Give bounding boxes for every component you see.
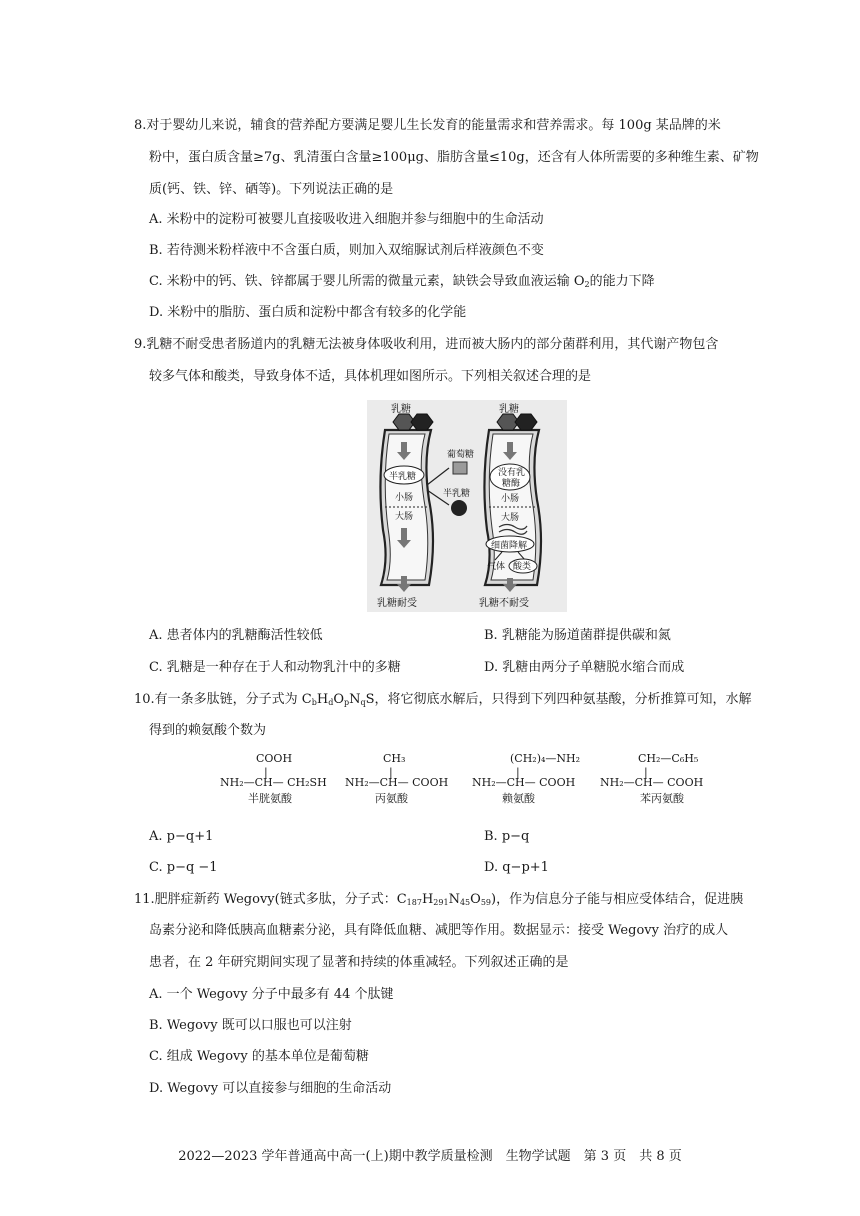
phenylalanine-name: 苯丙氨酸 [640,792,684,805]
left-bottom-label: 乳糖耐受 [377,598,417,609]
q8-option-d: D. 米粉中的脂肪、蛋白质和淀粉中都含有较多的化学能 [149,305,467,320]
alanine-name: 丙氨酸 [375,792,408,805]
q9-option-d: D. 乳糖由两分子单糖脱水缩合而成 [484,660,685,675]
lysine-side-group: (CH₂)₄—NH₂ [510,752,581,765]
right-top-label: 乳糖 [499,404,519,415]
left-arrow-3 [401,576,407,584]
page-footer: 2022—2023 学年普通高中高一(上)期中教学质量检测 生物学试题 第 3 页 共 8 页 [178,1149,682,1164]
lysine-main-chain: NH₂—CH— COOH [472,776,576,789]
acid-label: 酸类 [513,562,532,572]
cysteine-side-group: COOH [256,752,293,765]
q9-option-a: A. 患者体内的乳糖酶活性较低 [149,628,323,643]
gas-label: 气体 [487,562,506,572]
bacteria-label: 细菌降解 [491,541,528,551]
left-arrow-1 [401,442,407,452]
q8-stem-line2: 粉中，蛋白质含量≥7g、乳清蛋白含量≥100μg、脂肪含量≤10g，还含有人体所需要的多种维生素、矿物 [149,150,759,165]
right-bottom-label: 乳糖不耐受 [479,598,529,609]
q11-option-c: C. 组成 Wegovy 的基本单位是葡萄糖 [149,1049,369,1064]
q11-option-a: A. 一个 Wegovy 分子中最多有 44 个肽键 [149,987,394,1002]
q10-option-d: D. q−p+1 [484,860,549,875]
amino-acid-lysine: (CH₂)₄—NH₂ | NH₂—CH— COOH 赖氨酸 [472,752,602,806]
q10-option-b: B. p−q [484,829,530,844]
cysteine-main-chain: NH₂—CH— CH₂SH [220,776,327,789]
lysine-name: 赖氨酸 [502,792,535,805]
left-small-intestine-label: 小肠 [395,493,414,503]
q10-stem-line2: 得到的赖氨酸个数为 [149,723,267,738]
phenylalanine-side-group: CH₂—C₆H₅ [638,752,699,765]
left-arrow-2 [401,528,407,540]
left-top-label: 乳糖 [391,404,411,415]
cysteine-name: 半胱氨酸 [248,792,292,805]
alanine-side-group: CH₃ [383,752,406,765]
amino-acid-alanine: CH₃ | NH₂—CH— COOH 丙氨酸 [345,752,470,806]
right-large-intestine-label: 大肠 [501,513,520,523]
q9-option-c: C. 乳糖是一种存在于人和动物乳汁中的多糖 [149,660,401,675]
right-bubble-label-2: 糖酶 [502,479,521,489]
q11-stem-line1: 11.肥胖症新药 Wegovy(链式多肽，分子式：$C_{187}H_{291}N_{45}O_{59}$)，作为信息分子能与相应受体结合，促进胰 [134,892,744,907]
q11-stem-line3: 患者，在 2 年研究期间实现了显著和持续的体重减轻。下列叙述正确的是 [149,955,569,970]
glucose-label: 葡萄糖 [447,450,475,460]
right-bubble-label-1: 没有乳 [498,468,526,478]
q11-option-d: D. Wegovy 可以直接参与细胞的生命活动 [149,1081,392,1096]
q11-option-b: B. Wegovy 既可以口服也可以注射 [149,1018,352,1033]
lactose-intolerance-diagram [367,400,567,612]
q8-stem-line3: 质(钙、铁、锌、硒等)。下列说法正确的是 [149,182,394,197]
alanine-main-chain: NH₂—CH— COOH [345,776,449,789]
q9-option-b: B. 乳糖能为肠道菌群提供碳和氮 [484,628,671,643]
amino-acid-cysteine: COOH | NH₂—CH— CH₂SH 半胱氨酸 [220,752,345,806]
q10-option-a: A. p−q+1 [149,829,214,844]
left-bubble-label: 半乳糖 [389,472,417,482]
amino-acid-phenylalanine: CH₂—C₆H₅ | NH₂—CH— COOH 苯丙氨酸 [600,752,730,806]
galactose-circle [451,500,467,516]
q9-stem-line1: 9.乳糖不耐受患者肠道内的乳糖无法被身体吸收利用，进而被大肠内的部分菌群利用，其代谢产物包含 [134,337,719,352]
q9-stem-line2: 较多气体和酸类，导致身体不适，具体机理如图所示。下列相关叙述合理的是 [149,369,592,384]
q11-stem-line2: 岛素分泌和降低胰高血糖素分泌，具有降低血糖、减肥等作用。数据显示：接受 Wegovy 治疗的成人 [149,923,729,938]
q10-stem-line1: 10.有一条多肽链，分子式为 $C_bH_dO_pN_qS$，将它彻底水解后，只得到下列四种氨基酸，分析推算可知，水解 [134,692,752,707]
galactose-label: 半乳糖 [443,489,471,499]
q8-option-b: B. 若待测米粉样液中不含蛋白质，则加入双缩脲试剂后样液颜色不变 [149,243,544,258]
q10-option-c: C. p−q −1 [149,860,218,875]
glucose-square [453,462,467,474]
q8-option-c: C. 米粉中的钙、铁、锌都属于婴儿所需的微量元素，缺铁会导致血液运输 $O_2$的能力下降 [149,274,655,289]
q8-stem-line1: 8.对于婴幼儿来说，辅食的营养配方要满足婴儿生长发育的能量需求和营养需求。每 100g 某品牌的米 [134,118,721,133]
left-large-intestine-label: 大肠 [395,512,414,522]
right-small-intestine-label: 小肠 [501,494,520,504]
diagram-svg [367,400,567,612]
q8-option-a: A. 米粉中的淀粉可被婴儿直接吸收进入细胞并参与细胞中的生命活动 [149,212,544,227]
phenylalanine-main-chain: NH₂—CH— COOH [600,776,704,789]
